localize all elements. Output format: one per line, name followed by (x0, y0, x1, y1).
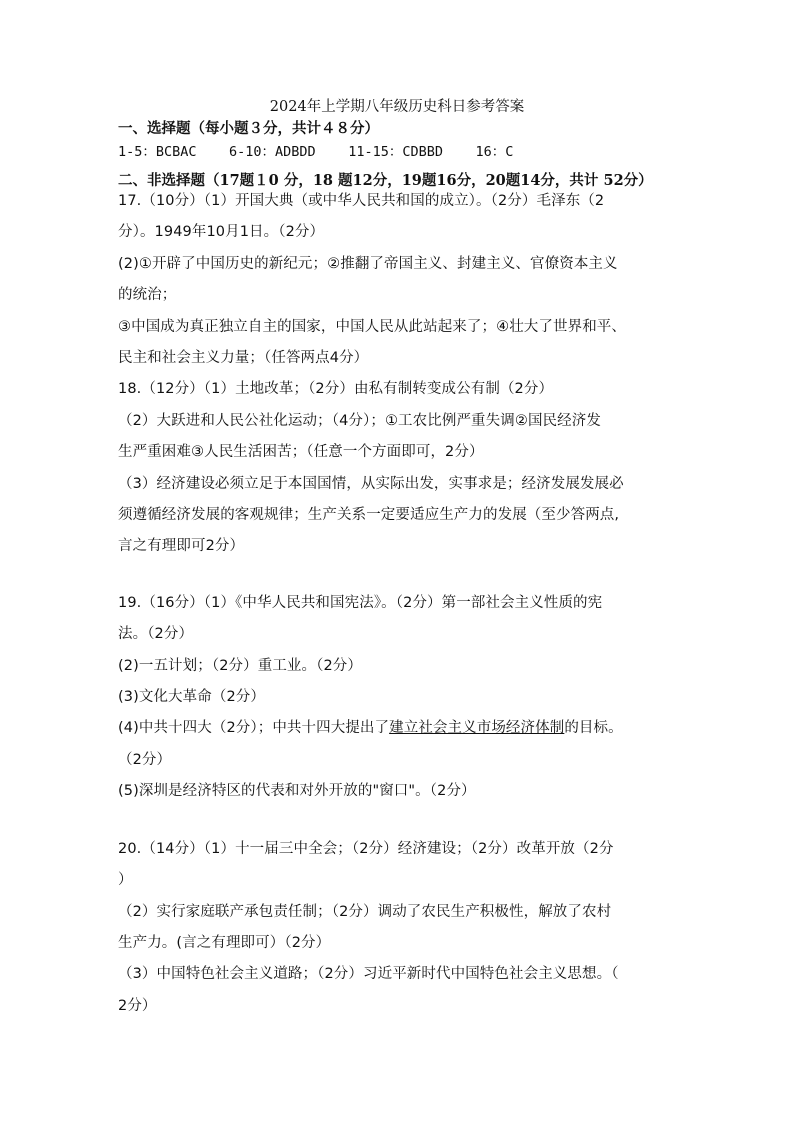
q19-line-3: (2)一五计划；（2分）重工业。（2分） (118, 658, 362, 674)
q19-line-2: 法。（2分） (118, 626, 194, 642)
q18-line-2: （2）大跃进和人民公社化运动；（4分）；①工农比例严重失调②国民经济发 (118, 413, 601, 429)
q19-line-4: (3)文化大革命（2分） (118, 689, 265, 705)
q19-line-1: 19.（16分）（1）《中华人民共和国宪法》。（2分）第一部社会主义性质的宪 (118, 595, 603, 611)
q20-line-3: （2）实行家庭联产承包责任制；（2分）调动了农民生产积极性，解放了农村 (118, 904, 612, 920)
q19-line-5-end: 的目标。 (564, 720, 623, 736)
q20-line-1: 20.（14分）（1）十一届三中全会；（2分）经济建设；（2分）改革开放（2分 (118, 841, 614, 857)
q20-line-2: ） (118, 872, 133, 888)
q17-line-1: 17.（10分）（1）开国大典（或中华人民共和国的成立）。（2分）毛泽东（2 (118, 193, 605, 209)
q17-line-5: ③中国成为真正独立自主的国家，中国人民从此站起来了；④壮大了世界和平、 (118, 319, 626, 335)
q17-line-6: 民主和社会主义力量；（任答两点4分） (118, 350, 369, 366)
q17-line-3: (2)①开辟了中国历史的新纪元；②推翻了帝国主义、封建主义、官僚资本主义 (118, 256, 618, 272)
section2-heading: 二、非选择题（17题１0 分，18 题12分，19题16分，20题14分，共计 52分） (118, 172, 653, 189)
q18-line-4: （3）经济建设必须立足于本国国情，从实际出发，实事求是；经济发展发展必 (118, 476, 624, 492)
q20-line-4: 生产力。(言之有理即可）（2分） (118, 935, 331, 951)
q19-line-5-start: (4)中共十四大（2分）；中共十四大提出了 (118, 720, 390, 736)
q17-line-2: 分）。1949年10月1日。（2分） (118, 224, 325, 240)
q19-line-6: （2分） (118, 752, 172, 768)
q18-line-3: 生严重困难③人民生活困苦；（任意一个方面即可，2分） (118, 444, 484, 460)
q20-line-6: 2分） (118, 998, 157, 1014)
multiple-choice-answers: 1-5：BCBAC 6-10：ADBDD 11-15：CDBBD 16：C (118, 144, 514, 160)
q19-line-5 (118, 716, 623, 737)
q18-line-5: 须遵循经济发展的客观规律；生产关系一定要适应生产力的发展（至少答两点, (118, 507, 620, 523)
q19-line-7: (5)深圳是经济特区的代表和对外开放的"窗口"。（2分） (118, 783, 476, 799)
q20-line-5: （3）中国特色社会主义道路；（2分）习近平新时代中国特色社会主义思想。（ (118, 966, 619, 982)
section1-heading: 一、选择题（每小题３分，共计４８分） (118, 120, 379, 137)
q19-underlined-phrase: 建立社会主义市场经济体制 (389, 720, 565, 736)
q18-line-1: 18.（12分）（1）土地改革；（2分）由私有制转变成公有制（2分） (118, 381, 554, 397)
q18-line-6: 言之有理即可2分） (118, 538, 245, 554)
q17-line-4: 的统治； (118, 287, 177, 303)
page-title: 2024年上学期八年级历史科日参考答案 (269, 99, 525, 115)
